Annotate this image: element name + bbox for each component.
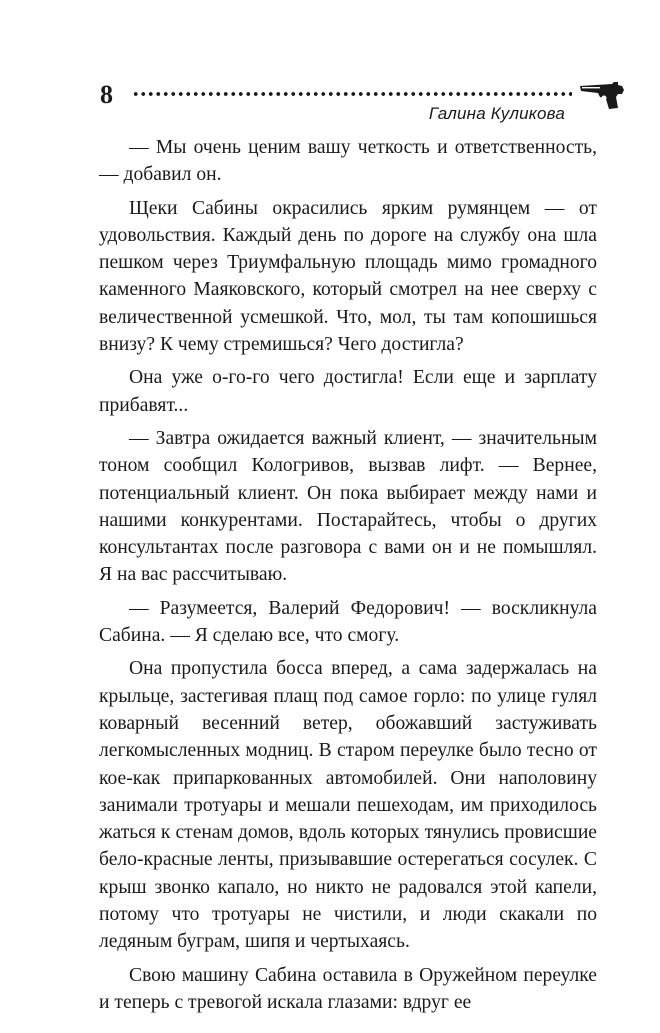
page-header [0, 0, 660, 130]
revolver-icon [578, 80, 626, 110]
paragraph: Свою машину Сабина оставила в Оружейном переулке и теперь с тревогой искала глазами: вдруг ее [99, 964, 597, 1013]
running-head-author: Галина Куликова [428, 104, 565, 123]
paragraph: Она пропустила босса вперед, а сама задержалась на крыльце, застегивая плащ под самое горло: по улице гулял коварный весенний ветер, обожавший застуживать легкомысленных модниц. В старом переулке было тесно от кое-как припаркованных автомобилей. Они наполовину занимали тротуары и мешали пешеходам, им приходилось жаться к стенам домов, вдоль которых тянулись провисшие бело-красные ленты, призывавшие остерегаться сосулек. С крыш звонко капало, но никто не радовался этой капели, потому что тротуары не чистили, и люди скакали по ледяным буграм, шипя и чертыхаясь. [99, 658, 597, 953]
paragraph: — Мы очень ценим вашу четкость и ответственность, — добавил он. [99, 137, 597, 186]
paragraph: — Завтра ожидается важный клиент, — значительным тоном сообщил Кологривов, вызвав лифт. — Вернее, потенциальный клиент. Он пока выбирает между нами и нашими конкурентами. Постарайтесь, чтобы о других консультантах после разговора с вами он и не помышлял. Я на вас рассчитываю. [99, 427, 597, 586]
paragraph: Она уже о-го-го чего достигла! Если еще и зарплату прибавят... [99, 367, 597, 416]
page-body [99, 134, 597, 1022]
paragraph: Щеки Сабины окрасились ярким румянцем — от удовольствия. Каждый день по дороге на службу она шла пешком через Триумфальную площадь мимо громадного каменного Маяковского, который смотрел на нее сверху с величественной усмешкой. Что, мол, ты там копошишься внизу? К чему стремишься? Чего достигла? [99, 197, 597, 356]
paragraph: — Разумеется, Валерий Федорович! — воскликнула Сабина. — Я сделаю все, что смогу. [99, 597, 597, 647]
page-number: 8 [100, 80, 113, 109]
dotted-rule [132, 90, 572, 98]
